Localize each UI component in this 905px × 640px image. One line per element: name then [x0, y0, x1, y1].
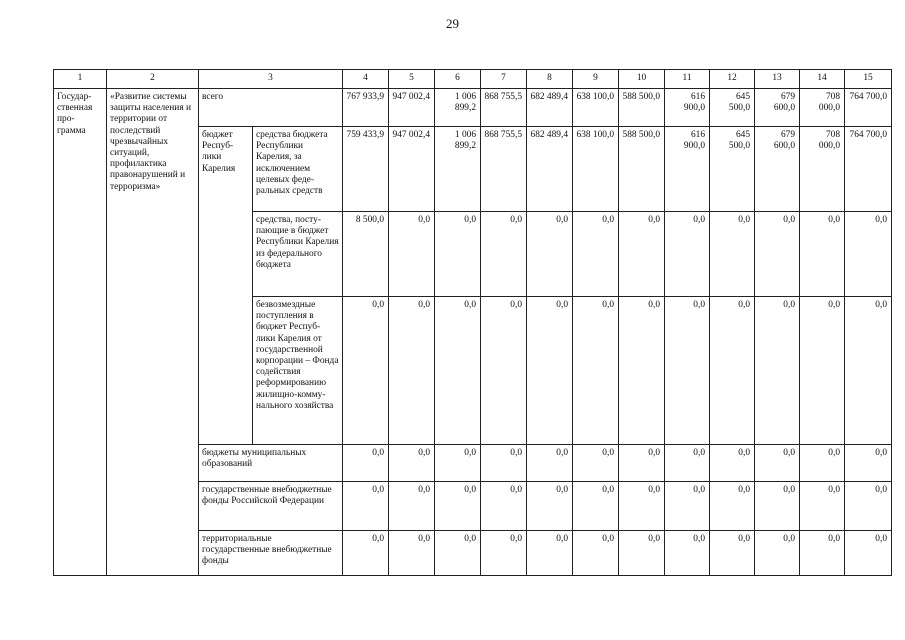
value-cell: 0,0 [800, 212, 845, 297]
value-cell: 0,0 [845, 212, 892, 297]
value-cell: 759 433,9 [343, 127, 389, 212]
value-cell: 616 900,0 [665, 127, 710, 212]
value-cell: 0,0 [619, 445, 665, 482]
value-cell: 638 100,0 [573, 127, 619, 212]
value-cell: 0,0 [710, 212, 755, 297]
source-label-cell: бюджеты муниципальных образований [199, 445, 343, 482]
value-cell: 0,0 [619, 212, 665, 297]
value-cell: 0,0 [665, 445, 710, 482]
value-cell: 0,0 [527, 482, 573, 531]
value-cell: 679 600,0 [755, 89, 800, 127]
value-cell: 0,0 [435, 297, 481, 445]
value-cell: 0,0 [619, 297, 665, 445]
value-cell: 0,0 [845, 445, 892, 482]
source-label-cell: безвозмездные поступления в бюджет Респуб-лики Карелия от государственной корпорации – Фонда содействия реформированию жилищно-комму-нального хозяйства [253, 297, 343, 445]
value-cell: 0,0 [481, 297, 527, 445]
header-cell: 1 [54, 70, 107, 89]
value-cell: 947 002,4 [389, 127, 435, 212]
value-cell: 0,0 [800, 445, 845, 482]
value-cell: 0,0 [389, 212, 435, 297]
value-cell: 0,0 [755, 445, 800, 482]
value-cell: 0,0 [665, 482, 710, 531]
value-cell: 0,0 [343, 531, 389, 576]
value-cell: 0,0 [845, 297, 892, 445]
source-label-cell: средства, посту-пающие в бюджет Республики Карелия из федерального бюджета [253, 212, 343, 297]
header-cell: 13 [755, 70, 800, 89]
value-cell: 0,0 [845, 531, 892, 576]
value-cell: 0,0 [710, 297, 755, 445]
source-label-cell: территориальные государственные внебюджетные фонды [199, 531, 343, 576]
value-cell: 0,0 [800, 482, 845, 531]
value-cell: 1 006 899,2 [435, 127, 481, 212]
value-cell: 868 755,5 [481, 89, 527, 127]
header-cell: 7 [481, 70, 527, 89]
value-cell: 0,0 [343, 482, 389, 531]
header-cell: 5 [389, 70, 435, 89]
value-cell: 868 755,5 [481, 127, 527, 212]
value-cell: 0,0 [343, 445, 389, 482]
value-cell: 0,0 [481, 531, 527, 576]
value-cell: 0,0 [481, 445, 527, 482]
source-label-cell: государственные внебюджетные фонды Российской Федерации [199, 482, 343, 531]
source-label-cell: всего [199, 89, 343, 127]
header-cell: 4 [343, 70, 389, 89]
value-cell: 0,0 [755, 212, 800, 297]
program-type-cell: Государ-ственная про-грамма [54, 89, 107, 576]
header-cell: 8 [527, 70, 573, 89]
value-cell: 0,0 [389, 445, 435, 482]
value-cell: 764 700,0 [845, 89, 892, 127]
value-cell: 0,0 [389, 297, 435, 445]
value-cell: 0,0 [755, 531, 800, 576]
value-cell: 0,0 [481, 212, 527, 297]
header-cell: 2 [107, 70, 199, 89]
value-cell: 0,0 [435, 482, 481, 531]
header-cell: 3 [199, 70, 343, 89]
value-cell: 0,0 [710, 531, 755, 576]
value-cell: 0,0 [573, 297, 619, 445]
value-cell: 682 489,4 [527, 89, 573, 127]
value-cell: 0,0 [527, 531, 573, 576]
value-cell: 947 002,4 [389, 89, 435, 127]
value-cell: 0,0 [665, 297, 710, 445]
value-cell: 0,0 [573, 212, 619, 297]
value-cell: 764 700,0 [845, 127, 892, 212]
header-row [54, 70, 892, 89]
value-cell: 0,0 [710, 445, 755, 482]
value-cell: 0,0 [481, 482, 527, 531]
header-cell: 15 [845, 70, 892, 89]
value-cell: 0,0 [527, 297, 573, 445]
value-cell: 638 100,0 [573, 89, 619, 127]
financing-table [53, 69, 892, 576]
value-cell: 682 489,4 [527, 127, 573, 212]
value-cell: 0,0 [800, 531, 845, 576]
value-cell: 645 500,0 [710, 127, 755, 212]
value-cell: 0,0 [343, 297, 389, 445]
header-cell: 10 [619, 70, 665, 89]
value-cell: 0,0 [710, 482, 755, 531]
value-cell: 679 600,0 [755, 127, 800, 212]
value-cell: 8 500,0 [343, 212, 389, 297]
value-cell: 0,0 [665, 212, 710, 297]
value-cell: 0,0 [573, 482, 619, 531]
value-cell: 0,0 [435, 445, 481, 482]
value-cell: 0,0 [527, 212, 573, 297]
value-cell: 0,0 [755, 482, 800, 531]
value-cell: 0,0 [845, 482, 892, 531]
value-cell: 0,0 [389, 531, 435, 576]
value-cell: 645 500,0 [710, 89, 755, 127]
page-number: 29 [446, 16, 459, 31]
value-cell: 588 500,0 [619, 89, 665, 127]
header-cell: 6 [435, 70, 481, 89]
value-cell: 0,0 [435, 531, 481, 576]
value-cell: 0,0 [389, 482, 435, 531]
header-cell: 9 [573, 70, 619, 89]
header-cell: 14 [800, 70, 845, 89]
program-name-cell: «Развитие системы защиты населения и территории от последствий чрезвычайных ситуаций, профилактика правонарушений и терроризма» [107, 89, 199, 576]
budget-rk-cell: бюджет Респуб-лики Карелия [199, 127, 253, 445]
value-cell: 0,0 [619, 531, 665, 576]
header-cell: 11 [665, 70, 710, 89]
value-cell: 767 933,9 [343, 89, 389, 127]
value-cell: 0,0 [665, 531, 710, 576]
value-cell: 0,0 [527, 445, 573, 482]
value-cell: 0,0 [435, 212, 481, 297]
value-cell: 0,0 [755, 297, 800, 445]
value-cell: 708 000,0 [800, 127, 845, 212]
value-cell: 0,0 [573, 445, 619, 482]
source-label-cell: средства бюджета Республики Карелия, за исключением целевых феде-ральных средств [253, 127, 343, 212]
value-cell: 616 900,0 [665, 89, 710, 127]
header-cell: 12 [710, 70, 755, 89]
value-cell: 708 000,0 [800, 89, 845, 127]
value-cell: 1 006 899,2 [435, 89, 481, 127]
value-cell: 588 500,0 [619, 127, 665, 212]
value-cell: 0,0 [619, 482, 665, 531]
value-cell: 0,0 [573, 531, 619, 576]
value-cell: 0,0 [800, 297, 845, 445]
table-row-total [54, 89, 892, 127]
